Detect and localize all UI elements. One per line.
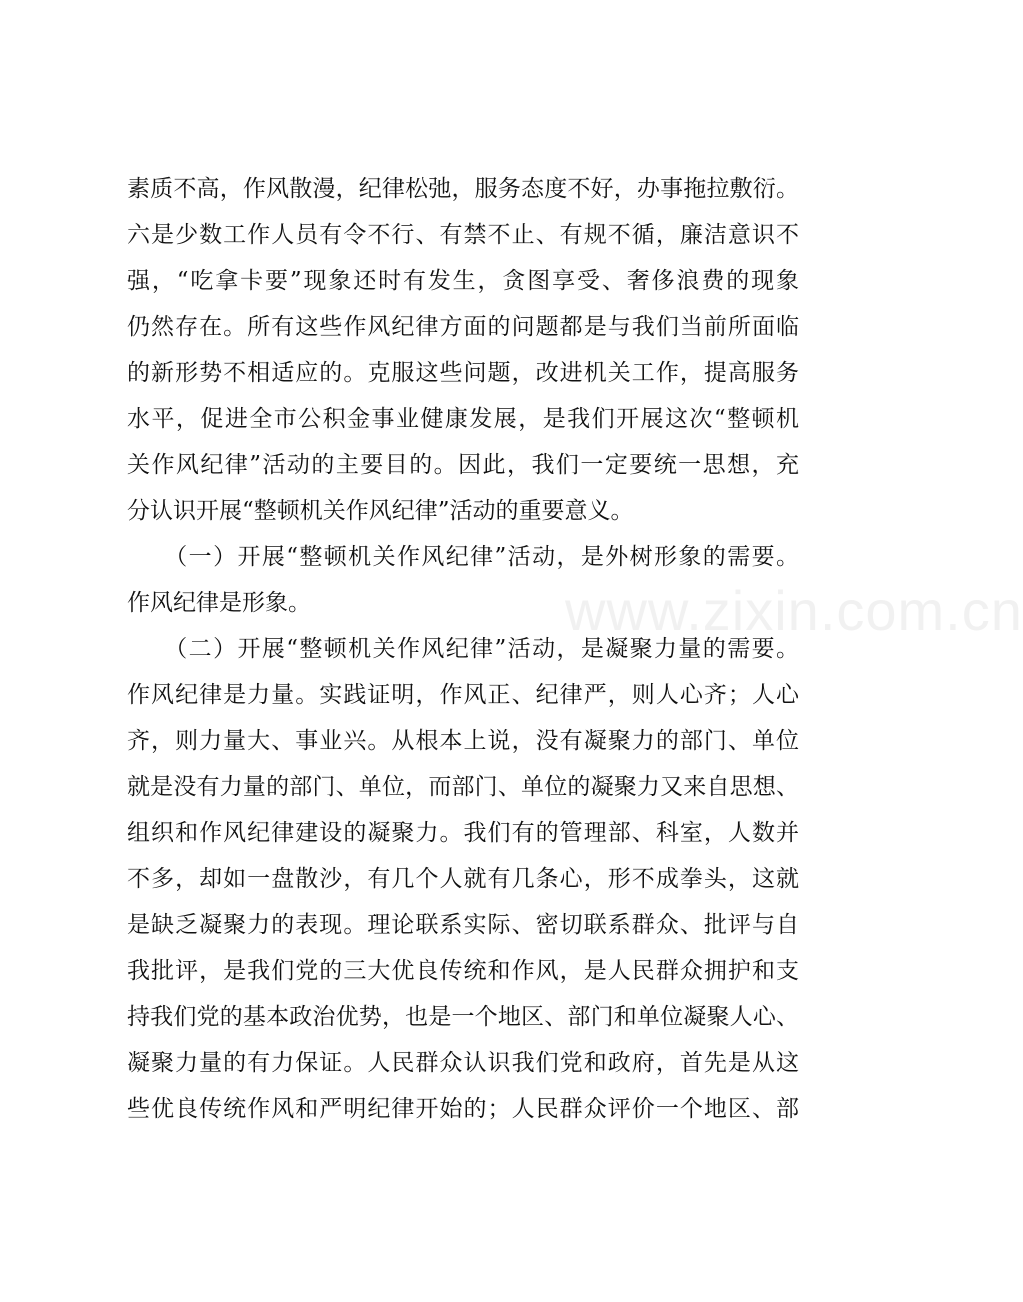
text-line: 强，“吃拿卡要”现象还时有发生，贪图享受、奢侈浪费的现象 — [127, 268, 799, 294]
text-line: 作风纪律是形象。 — [127, 590, 311, 616]
text-line: 六是少数工作人员有令不行、有禁不止、有规不循，廉洁意识不 — [127, 222, 799, 248]
text-line: 就是没有力量的部门、单位，而部门、单位的凝聚力又来自思想、 — [127, 774, 799, 800]
text-line: 水平，促进全市公积金事业健康发展，是我们开展这次“整顿机 — [127, 406, 799, 432]
section-heading-2: （二）开展“整顿机关作风纪律”活动，是凝聚力量的需要。 — [127, 636, 799, 662]
watermark: www.zixin.com.cn — [565, 579, 1023, 642]
text-line: 组织和作风纪律建设的凝聚力。我们有的管理部、科室，人数并 — [127, 820, 799, 846]
section-heading-1: （一）开展“整顿机关作风纪律”活动，是外树形象的需要。 — [127, 544, 799, 570]
text-line: 齐，则力量大、事业兴。从根本上说，没有凝聚力的部门、单位 — [127, 728, 799, 754]
text-line: 不多，却如一盘散沙，有几个人就有几条心，形不成拳头，这就 — [127, 866, 799, 892]
text-line: 持我们党的基本政治优势，也是一个地区、部门和单位凝聚人心、 — [127, 1004, 799, 1030]
text-line: 的新形势不相适应的。克服这些问题，改进机关工作，提高服务 — [127, 360, 799, 386]
text-line: 关作风纪律”活动的主要目的。因此，我们一定要统一思想，充 — [127, 452, 799, 478]
text-line: 仍然存在。所有这些作风纪律方面的问题都是与我们当前所面临 — [127, 314, 799, 340]
text-line: 素质不高，作风散漫，纪律松弛，服务态度不好，办事拖拉敷衍。 — [127, 176, 799, 202]
text-line: 作风纪律是力量。实践证明，作风正、纪律严，则人心齐；人心 — [127, 682, 799, 708]
text-line: 凝聚力量的有力保证。人民群众认识我们党和政府，首先是从这 — [127, 1050, 799, 1076]
text-line: 是缺乏凝聚力的表现。理论联系实际、密切联系群众、批评与自 — [127, 912, 799, 938]
text-line: 分认识开展“整顿机关作风纪律”活动的重要意义。 — [127, 498, 634, 524]
body-text — [127, 166, 799, 1132]
text-line: 些优良传统作风和严明纪律开始的；人民群众评价一个地区、部 — [127, 1096, 799, 1122]
text-line: 我批评，是我们党的三大优良传统和作风，是人民群众拥护和支 — [127, 958, 799, 984]
